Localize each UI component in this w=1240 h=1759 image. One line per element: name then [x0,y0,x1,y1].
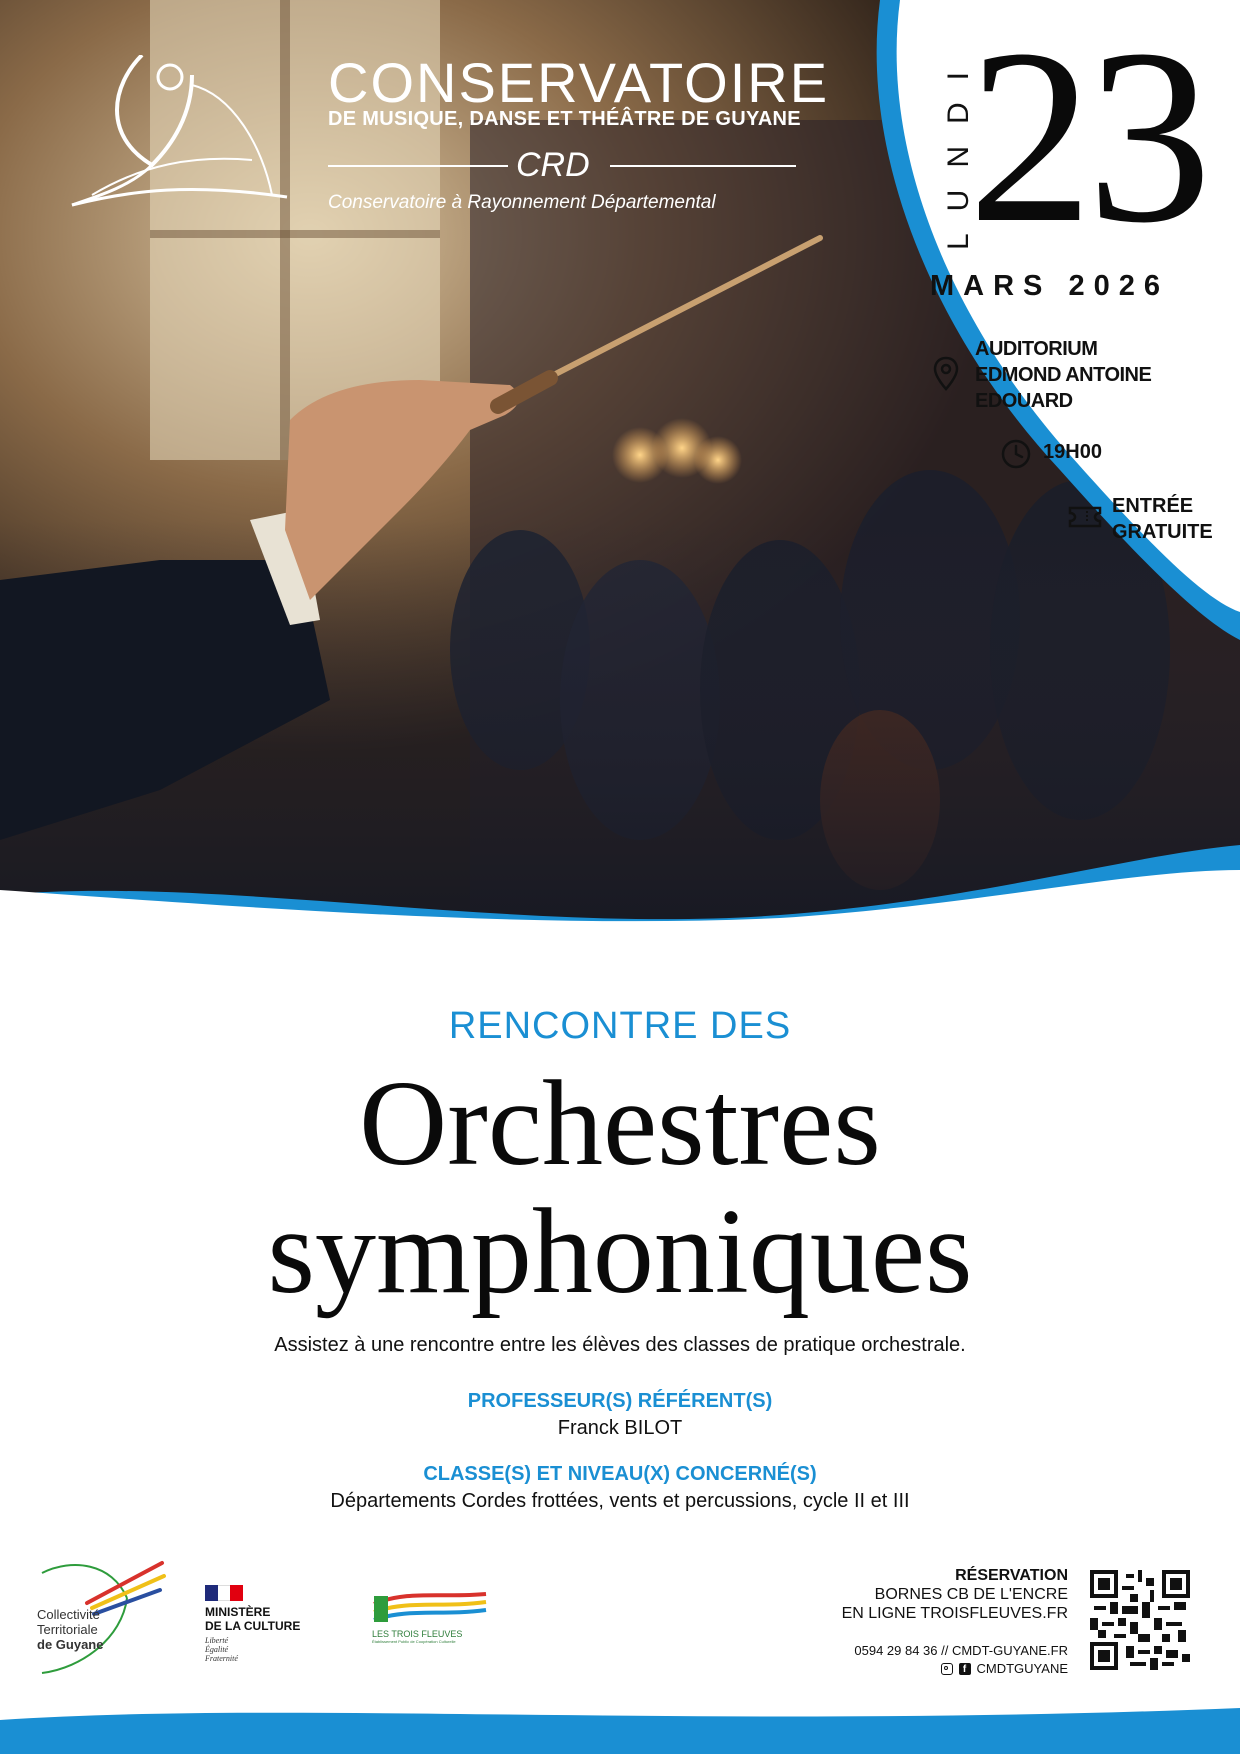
divider-right [610,165,796,167]
entry-line-1: ENTRÉE [1112,495,1194,517]
ctg-line-1: Collectivité [37,1607,100,1622]
reservation-line-2: EN LIGNE TROISFLEUVES.FR [841,1605,1068,1622]
month-year: MARS 2026 [930,270,1169,302]
ctg-line-3: de Guyane [37,1637,104,1652]
ticket-icon [1067,503,1103,531]
location-pin-icon [932,356,960,392]
reservation-info [842,1566,1068,1623]
event-title [0,1056,1240,1319]
ministry-logo [205,1585,300,1663]
teacher-block [0,1390,1240,1440]
instagram-icon [941,1663,953,1675]
classes-label: CLASSE(S) ET NIVEAU(X) CONCERNÉ(S) [423,1463,817,1485]
venue [975,336,1151,414]
trois-fleuves-logo [372,1590,488,1650]
venue-line-3: EDOUARD [975,390,1073,412]
day-number: 23 [968,0,1206,275]
brand-subtitle: DE MUSIQUE, DANSE ET THÉÂTRE DE GUYANE [328,108,801,130]
title-line-1: Orchestres [359,1056,881,1191]
social-handle: CMDTGUYANE [976,1661,1068,1676]
motto-1: Liberté [205,1636,229,1645]
ctg-text [37,1607,103,1652]
qr-code[interactable] [1090,1570,1190,1670]
clock-icon [1000,438,1032,470]
brand-acronym: CRD [516,146,590,184]
ministry-line-2: DE LA CULTURE [205,1619,301,1633]
contact-line[interactable]: 0594 29 84 36 // CMDT-GUYANE.FR [854,1643,1068,1658]
trois-fleuves-sub: Établissement Public de Coopération Culturelle [372,1639,456,1644]
brand-tagline: Conservatoire à Rayonnement Départemental [328,192,716,213]
divider-left [328,165,508,167]
venue-line-2: EDMOND ANTOINE [975,364,1152,386]
venue-line-1: AUDITORIUM [975,338,1098,360]
teacher-value: Franck BILOT [557,1417,683,1439]
ministry-name [205,1605,300,1633]
ctg-line-2: Territoriale [37,1622,98,1637]
weekday: LUNDI [942,49,975,250]
motto-3: Fraternité [205,1654,238,1663]
entry-line-2: GRATUITE [1112,521,1213,543]
brand-acronym-row [328,146,796,186]
event-kicker: RENCONTRE DES [448,1005,792,1047]
bottom-wave [0,1700,1240,1754]
reservation-label: RÉSERVATION [955,1567,1068,1584]
trois-fleuves-name: LES TROIS FLEUVES [372,1629,463,1639]
facebook-icon: f [959,1663,971,1675]
teacher-label: PROFESSEUR(S) RÉFÉRENT(S) [467,1390,773,1412]
social-line[interactable] [854,1660,1068,1678]
motto-2: Égalité [205,1645,229,1654]
brand-title: CONSERVATOIRE [328,51,830,114]
french-flag-icon [205,1585,243,1601]
ministry-motto [205,1636,300,1663]
contact-info [854,1642,1068,1678]
conservatoire-emblem [42,55,292,215]
reservation-line-1: BORNES CB DE L'ENCRE [874,1586,1068,1603]
entry-info [1112,493,1213,545]
event-time: 19H00 [1043,441,1102,463]
ministry-line-1: MINISTÈRE [205,1605,271,1619]
classes-value: Départements Cordes frottées, vents et percussions, cycle II et III [330,1490,910,1512]
title-line-2: symphoniques [267,1184,973,1319]
classes-block [0,1463,1240,1513]
event-intro: Assistez à une rencontre entre les élèves des classes de pratique orchestrale. [274,1334,966,1356]
